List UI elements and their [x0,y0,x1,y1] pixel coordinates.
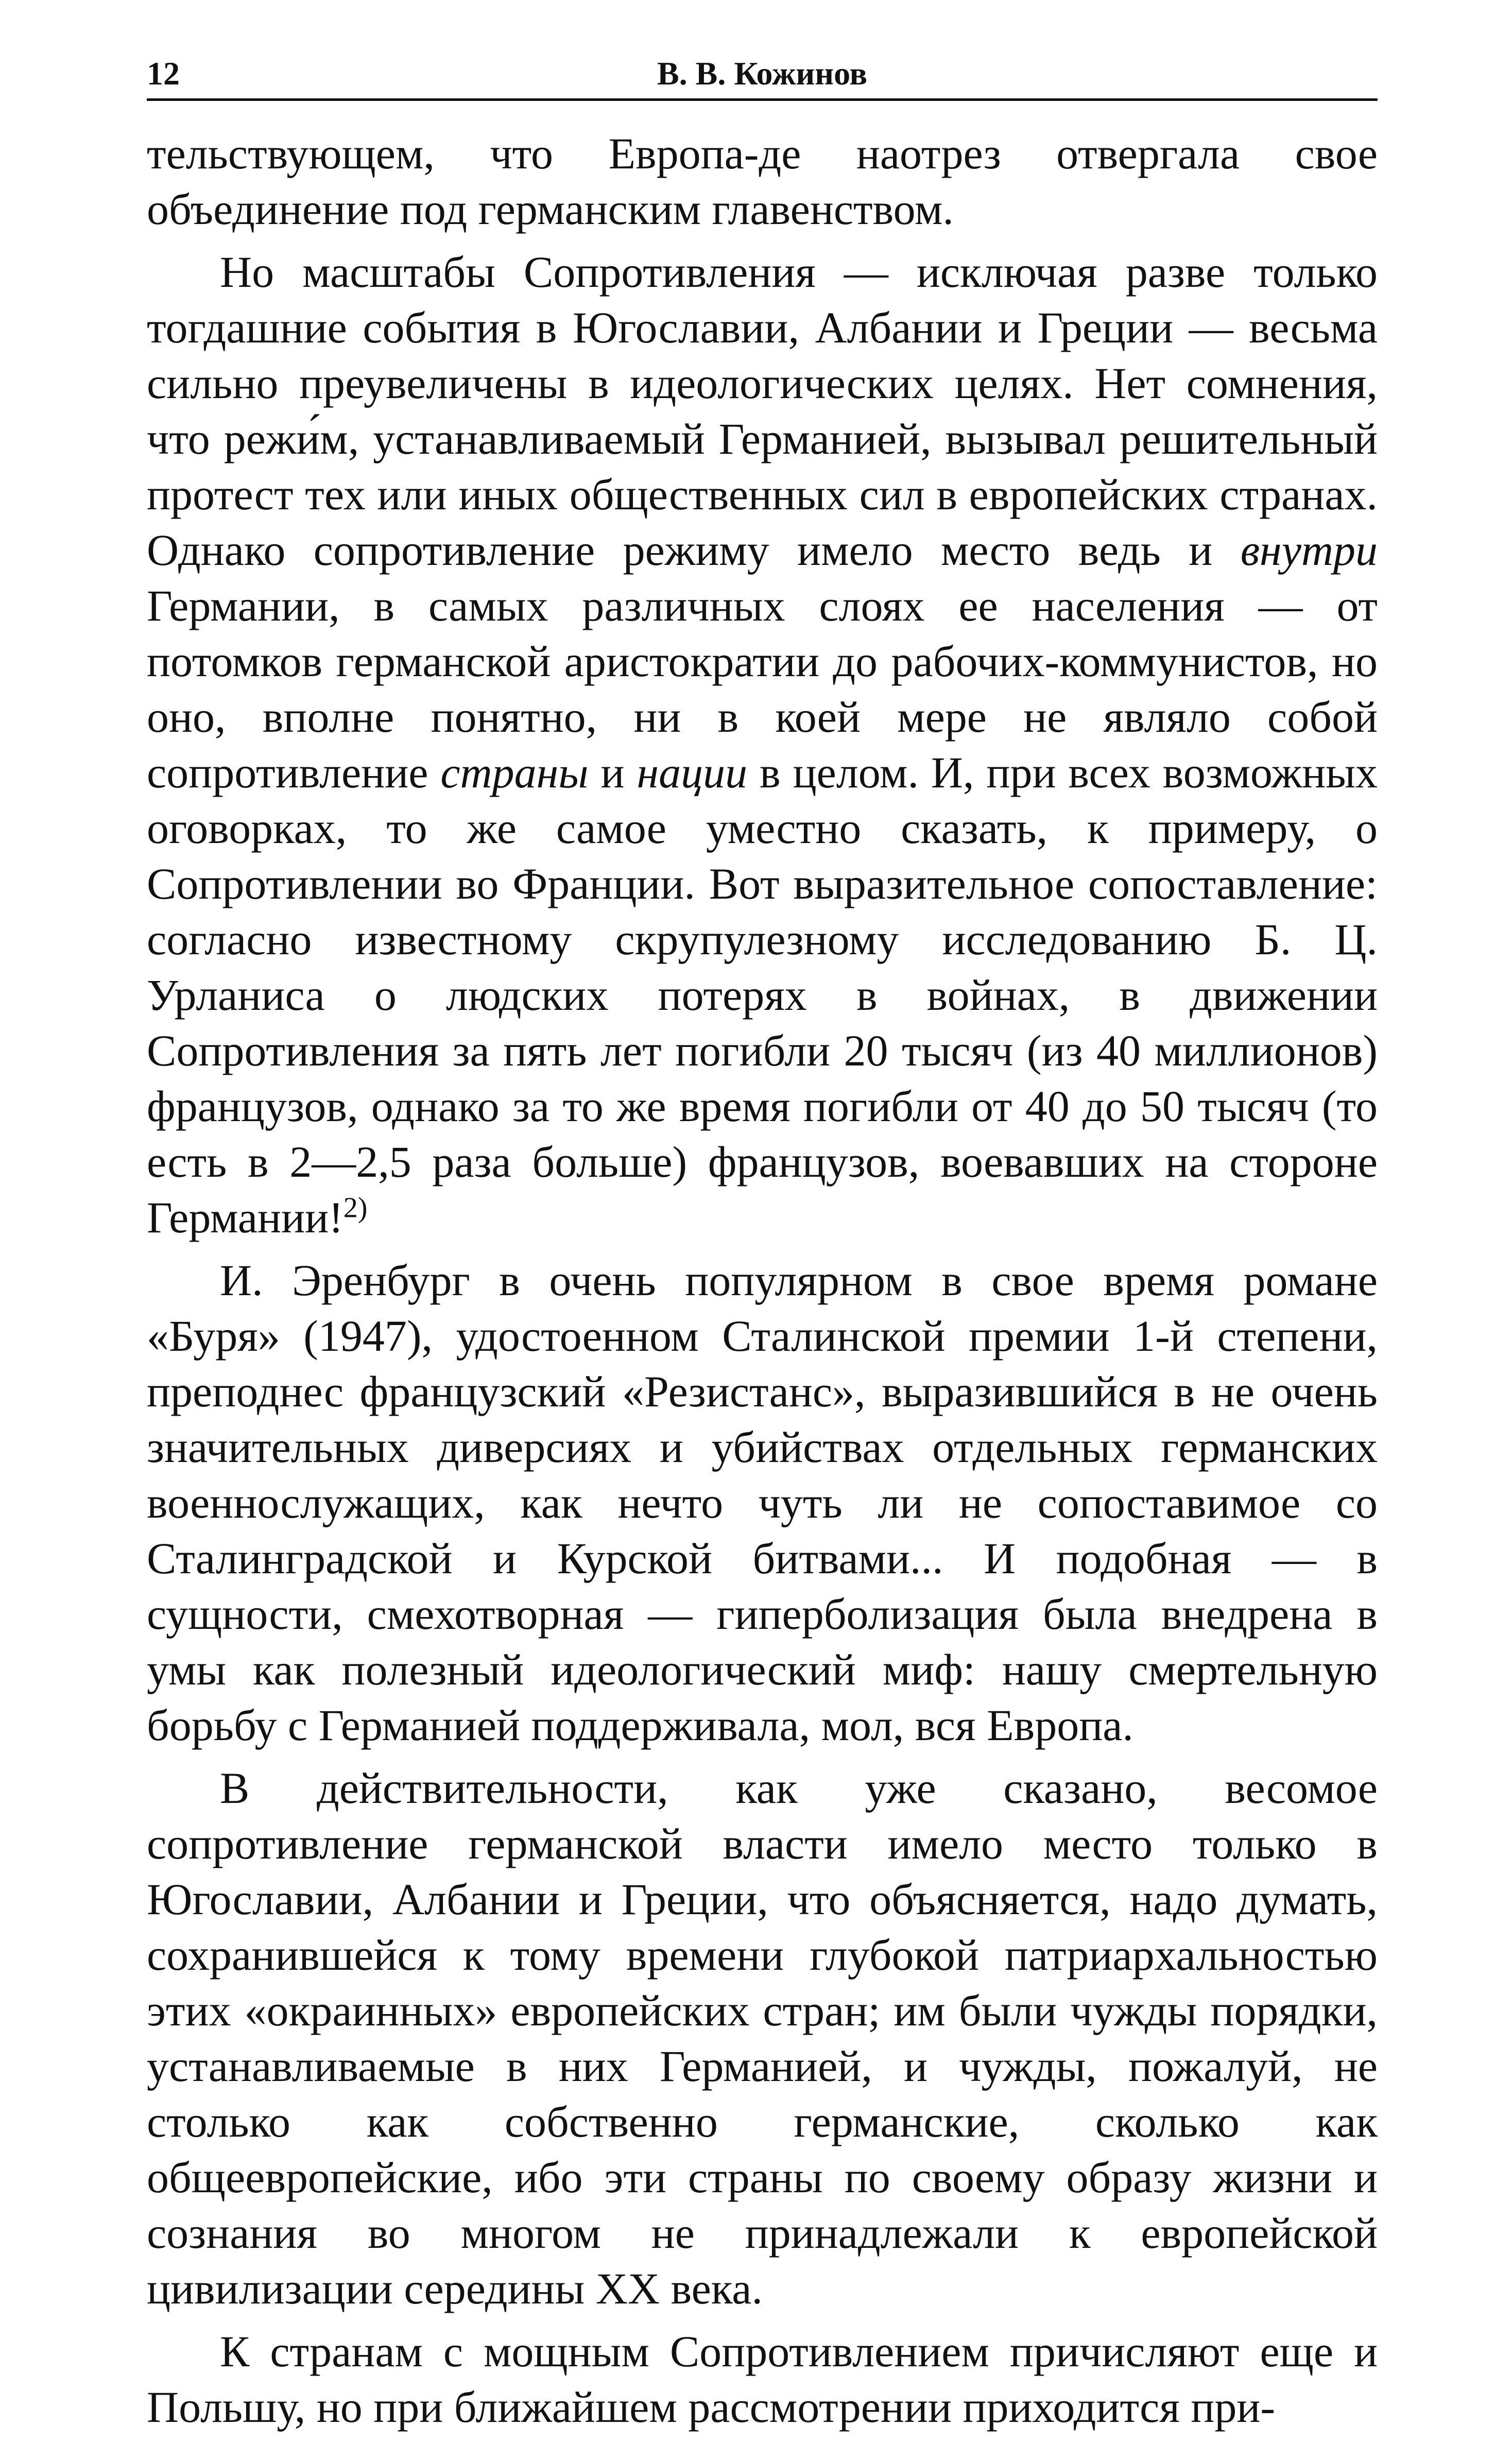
paragraph [147,1760,1378,2316]
paragraph [147,1252,1378,1753]
running-head: В. В. Кожинов [657,55,868,92]
footnote-ref: 2) [343,1192,368,1224]
emphasis-text: страны [440,748,589,797]
paragraph [147,126,1378,237]
text-segment: Но масштабы Сопротивления — исключая разве только тогдашние события в Югославии, Албании и Греции — весьма сильно преувеличены в идеологических целях. Нет сомнения, что режи́м, устанавливаемый Германией, вызывал решительный протест тех или иных общественных сил в европейских странах. Однако сопротивление режиму имело место ведь и [147,247,1378,575]
paragraph [147,244,1378,1245]
text-segment: К странам с мощным Сопротивлением причисляют еще и Польшу, но при ближайшем рассмотрении приходится при- [147,2327,1378,2432]
emphasis-text: нации [637,748,748,797]
text-segment: И. Эренбург в очень популярном в свое время романе «Буря» (1947), удостоенном Сталинской премии 1-й степени, преподнес французский «Резистанс», выразившийся в не очень значительных диверсиях и убийствах отдельных германских военнослужащих, как нечто чуть ли не сопоставимое со Сталинградской и Курской битвами... И подобная — в сущности, смехотворная — гиперболизация была внедрена в умы как полезный идеологический миф: нашу смертельную борьбу с Германией поддерживала, мол, вся Европа. [147,1256,1378,1750]
page-header [147,49,1378,101]
text-segment: тельствующем, что Европа-де наотрез отвергала свое объединение под германским главенством. [147,129,1378,234]
text-segment: в целом. И, при всех возможных оговорках, то же самое уместно сказать, к примеру, о Сопротивлении во Франции. Вот выразительное сопоставление: согласно известному скрупулезному исследованию Б. Ц. Урланиса о людских потерях в войнах, в движении Сопротивления за пять лет погибли 20 тысяч (из 40 миллионов) французов, однако за то же время погибли от 40 до 50 тысяч (то есть в 2—2,5 раза больше) французов, воевавших на стороне Германии! [147,748,1378,1242]
paragraph [147,2324,1378,2435]
text-segment: Германии, в самых различных слоях ее населения — от потомков германской аристократии до рабочих-коммунистов, но оно, вполне понятно, ни в коей мере не являло собой сопротивление [147,581,1378,797]
page-number: 12 [147,55,180,92]
book-page [147,49,1378,2442]
body-text [147,126,1378,2435]
emphasis-text: внутри [1240,525,1378,575]
text-segment: и [588,748,637,797]
text-segment: В действительности, как уже сказано, весомое сопротивление германской власти имело место только в Югославии, Албании и Греции, что объясняется, надо думать, сохранившейся к тому времени глубокой патриархальностью этих «окраинных» европейских стран; им были чужды порядки, устанавливаемые в них Германией, и чужды, пожалуй, не столько как собственно германские, сколько как общеевропейские, ибо эти страны по своему образу жизни и сознания во многом не принадлежали к европейской цивилизации середины XX века. [147,1763,1378,2313]
